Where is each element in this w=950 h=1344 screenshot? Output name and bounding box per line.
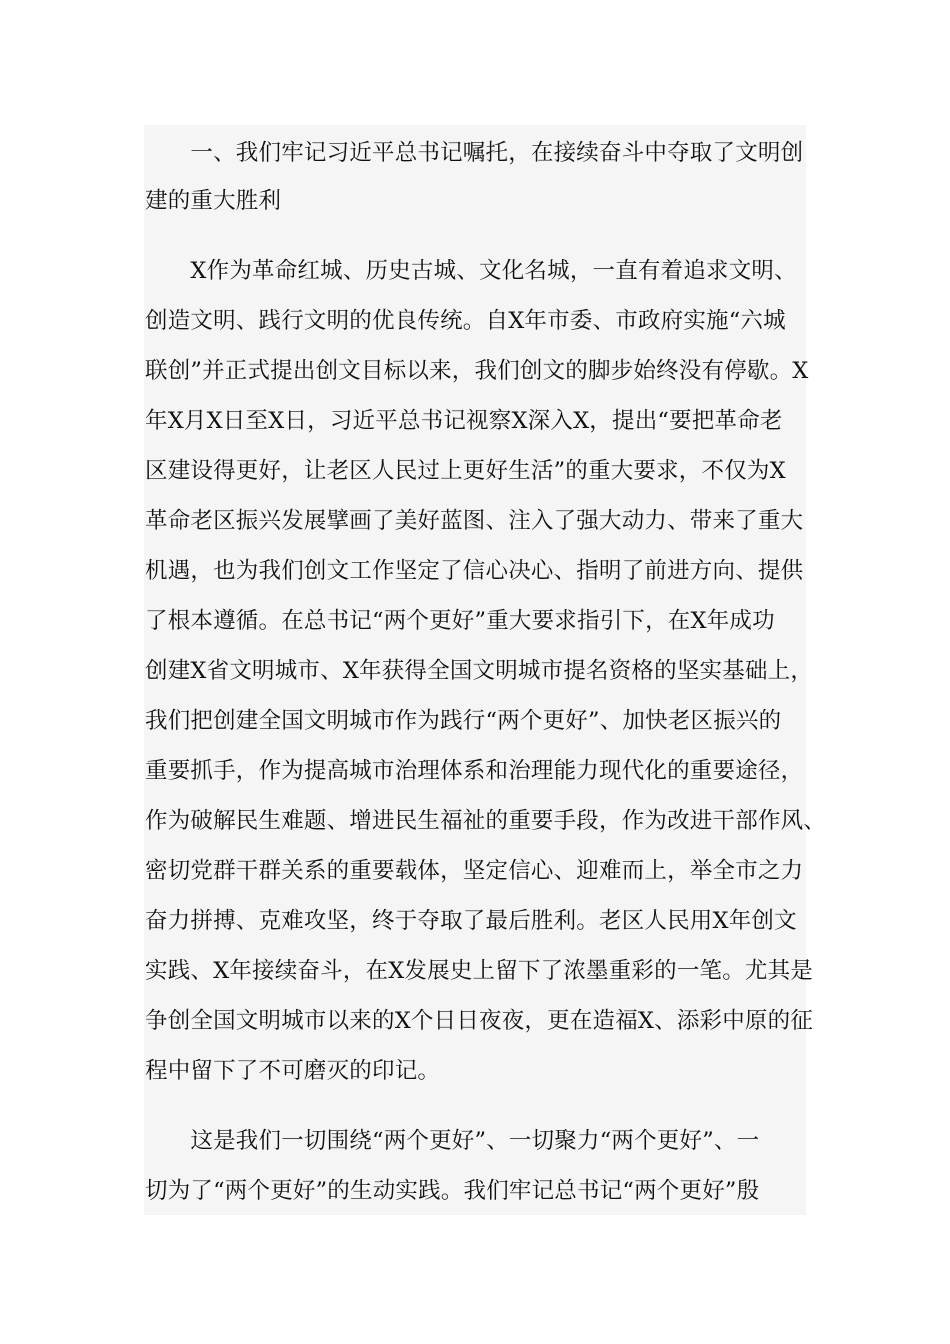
text-line: 争创全国文明城市以来的X个日日夜夜，更在造福X、添彩中原的征	[145, 1008, 814, 1034]
text-line: 密切党群干群关系的重要载体，坚定信心、迎难而上，举全市之力	[145, 858, 804, 884]
text-line: 机遇，也为我们创文工作坚定了信心决心、指明了前进方向、提供	[145, 558, 804, 584]
text-line: 切为了“两个更好”的生动实践。我们牢记总书记“两个更好”殷	[145, 1178, 760, 1204]
text-line: 一、我们牢记习近平总书记嘱托，在接续奋斗中夺取了文明创	[145, 140, 804, 166]
text-line: 我们把创建全国文明城市作为践行“两个更好”、加快老区振兴的	[145, 708, 782, 734]
text-line: 建的重大胜利	[145, 188, 282, 214]
text-line: 奋力拼搏、克难攻坚，终于夺取了最后胜利。老区人民用X年创文	[145, 908, 797, 934]
text-line: 了根本遵循。在总书记“两个更好”重大要求指引下，在X年成功	[145, 608, 775, 634]
text-line: X作为革命红城、历史古城、文化名城，一直有着追求文明、	[145, 258, 797, 284]
text-line: 重要抓手，作为提高城市治理体系和治理能力现代化的重要途径，	[145, 758, 804, 784]
text-line: 这是我们一切围绕“两个更好”、一切聚力“两个更好”、一	[145, 1128, 760, 1154]
text-line: 程中留下了不可磨灭的印记。	[145, 1058, 441, 1084]
text-line: 革命老区振兴发展擘画了美好蓝图、注入了强大动力、带来了重大	[145, 508, 804, 534]
text-line: 创建X省文明城市、X年获得全国文明城市提名资格的坚实基础上，	[145, 658, 814, 684]
text-line: 实践、X年接续奋斗，在X发展史上留下了浓墨重彩的一笔。尤其是	[145, 958, 814, 984]
text-line: 年X月X日至X日，习近平总书记视察X深入X，提出“要把革命老	[145, 408, 783, 434]
text-line: 创造文明、践行文明的优良传统。自X年市委、市政府实施“六城	[145, 308, 786, 334]
text-line: 区建设得更好，让老区人民过上更好生活”的重大要求，不仅为X	[145, 458, 786, 484]
text-line: 作为破解民生难题、增进民生福祉的重要手段，作为改进干部作风、	[145, 808, 827, 834]
text-line: 联创”并正式提出创文目标以来，我们创文的脚步始终没有停歇。X	[145, 358, 809, 384]
